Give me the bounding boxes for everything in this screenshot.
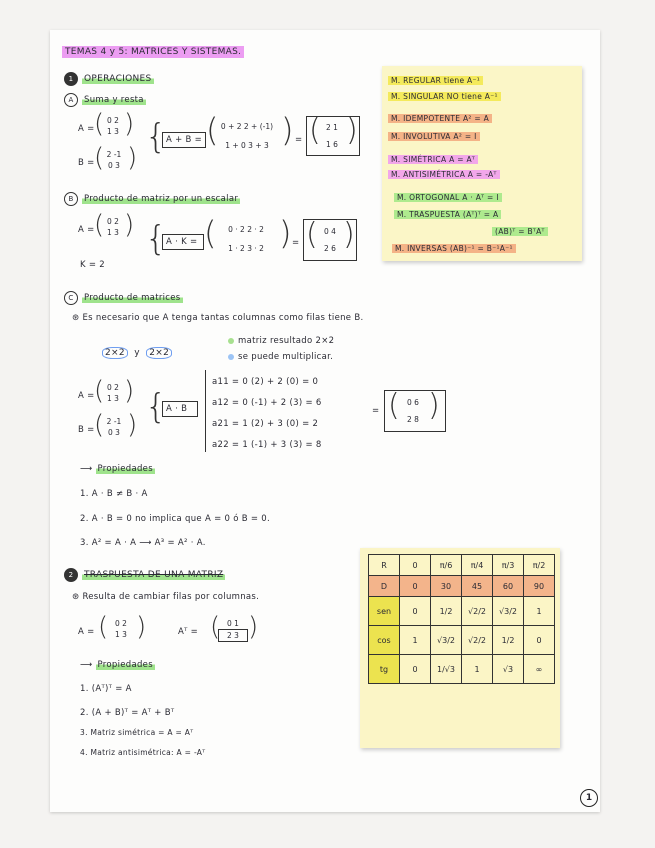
trig-cell: π/3 (493, 555, 524, 576)
matrix-a-label: A = (78, 391, 95, 401)
property-1: 1. A · B ≠ B · A (80, 489, 148, 499)
trig-table-sticky-note (360, 548, 560, 748)
section-1-heading: 1 OPERACIONES (64, 72, 154, 86)
product-result-matrix: 0 6 2 8 (407, 398, 419, 424)
matrix-a: 0 2 1 3 (115, 619, 127, 639)
trig-cell: 0 (400, 576, 431, 597)
trig-cell: √2/2 (462, 597, 493, 626)
sticky-line-4: M. INVOLUTIVA A² = I (388, 132, 480, 141)
page-number: 1 (580, 789, 598, 807)
sticky-line-5: M. SIMÉTRICA A = Aᵀ (388, 155, 478, 164)
dims-row: 2×2 y 2×2 (102, 348, 172, 358)
product-expression-box: A · B (162, 401, 198, 417)
matrix-at-label: Aᵀ = (178, 627, 199, 637)
equals-sign: = (372, 406, 380, 416)
result-note-1: matriz resultado 2×2 (228, 336, 334, 346)
trig-cell: 1 (524, 597, 555, 626)
trig-row-tg (369, 655, 555, 684)
trig-row-sen (369, 597, 555, 626)
equals-sign: = (295, 135, 303, 145)
page-title: TEMAS 4 y 5: MATRICES Y SISTEMAS. (62, 47, 244, 57)
trig-cell: 0 (400, 555, 431, 576)
trig-cell: 1/2 (493, 626, 524, 655)
matrix-b-label: B = (78, 425, 95, 435)
trig-cell: π/2 (524, 555, 555, 576)
transpose-note: ⊛ Resulta de cambiar filas por columnas. (72, 592, 260, 602)
matrix-a-label: A = (78, 627, 95, 637)
trig-cell: π/6 (431, 555, 462, 576)
transpose-property-1: 1. (Aᵀ)ᵀ = A (80, 684, 132, 694)
trig-cell: 45 (462, 576, 493, 597)
subsection-c: C Producto de matrices (64, 291, 183, 305)
property-2: 2. A · B = 0 no implica que A = 0 ó B = 0. (80, 514, 270, 524)
section-2-heading: 2 TRASPUESTA DE UNA MATRIZ (64, 568, 225, 582)
result-note-2: se puede multiplicar. (228, 352, 333, 362)
transpose-property-4: 4. Matriz antisimétrica: A = -Aᵀ (80, 748, 206, 757)
trig-cell: ∞ (524, 655, 555, 684)
sticky-line-6: M. ANTISIMÉTRICA A = -Aᵀ (388, 170, 500, 179)
product-note: ⊛ Es necesario que A tenga tantas columnas como filas tiene B. (72, 313, 364, 323)
matrix-b-label: B = (78, 158, 95, 168)
matrix-b: 2 -1 0 3 (106, 417, 122, 437)
trig-cell: 1 (400, 626, 431, 655)
product-line-a12: a12 = 0 (-1) + 2 (3) = 6 (212, 398, 322, 408)
sticky-line-2: M. SINGULAR NO tiene A⁻¹ (388, 92, 501, 101)
trig-row-cos (369, 626, 555, 655)
trig-cell: 1 (462, 655, 493, 684)
trig-cell: cos (369, 626, 400, 655)
trig-cell: tg (369, 655, 400, 684)
scalar-work-matrix: 0 · 2 2 · 2 1 · 2 3 · 2 (228, 225, 264, 253)
trig-row-degrees (369, 576, 555, 597)
matrix-types-sticky-note (382, 66, 582, 261)
trig-row-radians (369, 555, 555, 576)
product-line-a11: a11 = 0 (2) + 2 (0) = 0 (212, 377, 319, 387)
matrix-a: 0 2 1 3 (107, 383, 119, 403)
matrix-a: 0 2 1 3 (107, 217, 119, 237)
trig-cell: 0 (400, 655, 431, 684)
sticky-line-9: (AB)ᵀ = BᵀAᵀ (492, 227, 548, 236)
scalar-expression-box: A · K = (162, 234, 204, 250)
matrix-a-label: A = (78, 225, 95, 235)
trig-cell: 0 (524, 626, 555, 655)
sticky-line-3: M. IDEMPOTENTE A² = A (388, 114, 492, 123)
trig-cell: 60 (493, 576, 524, 597)
product-line-a22: a22 = 1 (-1) + 3 (3) = 8 (212, 440, 322, 450)
matrix-a-label: A = (78, 124, 95, 134)
sticky-line-7: M. ORTOGONAL A · Aᵀ = I (394, 193, 502, 202)
subsection-a: A Suma y resta (64, 93, 146, 107)
scalar-k: K = 2 (80, 260, 106, 270)
trig-cell: D (369, 576, 400, 597)
trig-cell: 30 (431, 576, 462, 597)
trig-cell: 1/√3 (431, 655, 462, 684)
trig-cell: 90 (524, 576, 555, 597)
equals-sign: = (292, 238, 300, 248)
sum-work-matrix: 0 + 2 2 + (-1) 1 + 0 3 + 3 (220, 122, 274, 150)
trig-cell: √3/2 (431, 626, 462, 655)
trig-cell: √2/2 (462, 626, 493, 655)
sticky-line-1: M. REGULAR tiene A⁻¹ (388, 76, 483, 85)
trig-table (368, 554, 555, 684)
scalar-result-matrix: 0 4 2 6 (324, 227, 336, 253)
trig-cell: π/4 (462, 555, 493, 576)
matrix-a: 0 2 1 3 (107, 116, 119, 136)
properties-heading-2: ⟶ Propiedades (80, 660, 153, 670)
trig-cell: sen (369, 597, 400, 626)
trig-cell: √3 (493, 655, 524, 684)
trig-cell: √3/2 (493, 597, 524, 626)
sum-result-matrix: 2 1 1 6 (326, 123, 338, 149)
matrix-b: 2 -1 0 3 (106, 150, 122, 170)
sum-expression-box: A + B = (162, 132, 206, 148)
matrix-at: 0 1 2 3 (218, 618, 248, 642)
sticky-line-8: M. TRASPUESTA (Aᵀ)ᵀ = A (394, 210, 501, 219)
trig-cell: R (369, 555, 400, 576)
properties-heading-1: ⟶ Propiedades (80, 464, 153, 474)
property-3: 3. A² = A · A ⟶ A³ = A² · A. (80, 538, 206, 548)
transpose-property-3: 3. Matriz simétrica = A = Aᵀ (80, 728, 194, 737)
trig-cell: 0 (400, 597, 431, 626)
product-line-a21: a21 = 1 (2) + 3 (0) = 2 (212, 419, 319, 429)
sticky-line-10: M. INVERSAS (AB)⁻¹ = B⁻¹A⁻¹ (392, 244, 516, 253)
trig-cell: 1/2 (431, 597, 462, 626)
transpose-property-2: 2. (A + B)ᵀ = Aᵀ + Bᵀ (80, 708, 175, 718)
subsection-b: B Producto de matriz por un escalar (64, 192, 240, 206)
